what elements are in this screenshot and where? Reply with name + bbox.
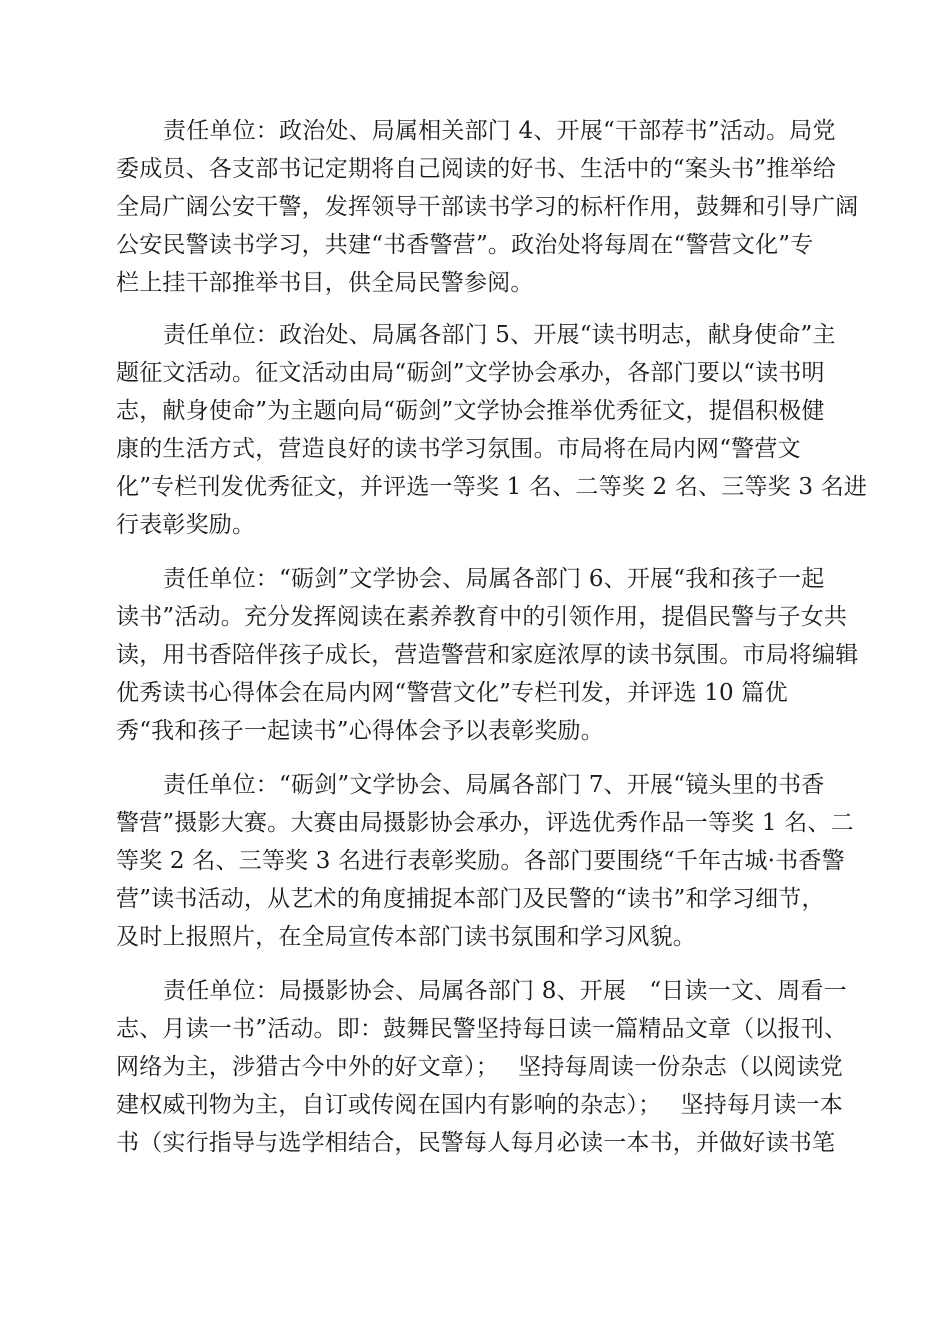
text-line: 责任单位：“砺剑”文学协会、局属各部门 6、开展“我和孩子一起	[163, 566, 825, 592]
text-line: 及时上报照片，在全局宣传本部门读书氛围和学习风貌。	[116, 924, 696, 950]
text-line: 题征文活动。征文活动由局“砺剑”文学协会承办，各部门要以“读书明	[116, 360, 825, 386]
text-line: 读，用书香陪伴孩子成长，营造警营和家庭浓厚的读书氛围。市局将编辑	[116, 642, 859, 668]
text-line: 志、月读一书”活动。即：鼓舞民警坚持每日读一篇精品文章（以报刊、	[116, 1016, 848, 1042]
text-line: 网络为主，涉猎古今中外的好文章）； 坚持每周读一份杂志（以阅读党	[116, 1054, 843, 1080]
text-line: 志，献身使命”为主题向局“砺剑”文学协会推举优秀征文，提倡积极健	[116, 398, 825, 424]
text-line: 行表彰奖励。	[116, 512, 256, 538]
text-line: 化”专栏刊发优秀征文，并评选一等奖 1 名、二等奖 2 名、三等奖 3 名进	[116, 474, 868, 500]
text-line: 营”读书活动，从艺术的角度捕捉本部门及民警的“读书”和学习细节，	[116, 886, 825, 912]
text-line: 康的生活方式，营造良好的读书学习氛围。市局将在局内网“警营文	[116, 436, 801, 462]
text-line: 书（实行指导与选学相结合，民警每人每月必读一本书，并做好读书笔	[116, 1130, 836, 1156]
text-line: 责任单位：“砺剑”文学协会、局属各部门 7、开展“镜头里的书香	[163, 772, 825, 798]
text-line: 秀“我和孩子一起读书”心得体会予以表彰奖励。	[116, 718, 604, 744]
text-line: 优秀读书心得体会在局内网“警营文化”专栏刊发，并评选 10 篇优	[116, 680, 788, 706]
text-line: 建权威刊物为主，自订或传阅在国内有影响的杂志）； 坚持每月读一本	[116, 1092, 843, 1118]
text-line: 公安民警读书学习，共建“书香警营”。政治处将每周在“警营文化”专	[116, 232, 814, 258]
text-line: 责任单位：政治处、局属各部门 5、开展“读书明志，献身使命”主	[163, 322, 836, 348]
text-line: 读书”活动。充分发挥阅读在素养教育中的引领作用，提倡民警与子女共	[116, 604, 848, 630]
text-line: 责任单位：政治处、局属相关部门 4、开展“干部荐书”活动。局党	[163, 118, 836, 144]
text-line: 责任单位：局摄影协会、局属各部门 8、开展 “日读一文、周看一	[163, 978, 847, 1004]
text-line: 警营”摄影大赛。大赛由局摄影协会承办，评选优秀作品一等奖 1 名、二	[116, 810, 854, 836]
text-line: 委成员、各支部书记定期将自己阅读的好书、生活中的“案头书”推举给	[116, 156, 836, 182]
text-line: 全局广阔公安干警，发挥领导干部读书学习的标杆作用，鼓舞和引导广阔	[116, 194, 859, 220]
text-line: 栏上挂干部推举书目，供全局民警参阅。	[116, 270, 534, 296]
text-line: 等奖 2 名、三等奖 3 名进行表彰奖励。各部门要围绕“千年古城·书香警	[116, 848, 845, 874]
